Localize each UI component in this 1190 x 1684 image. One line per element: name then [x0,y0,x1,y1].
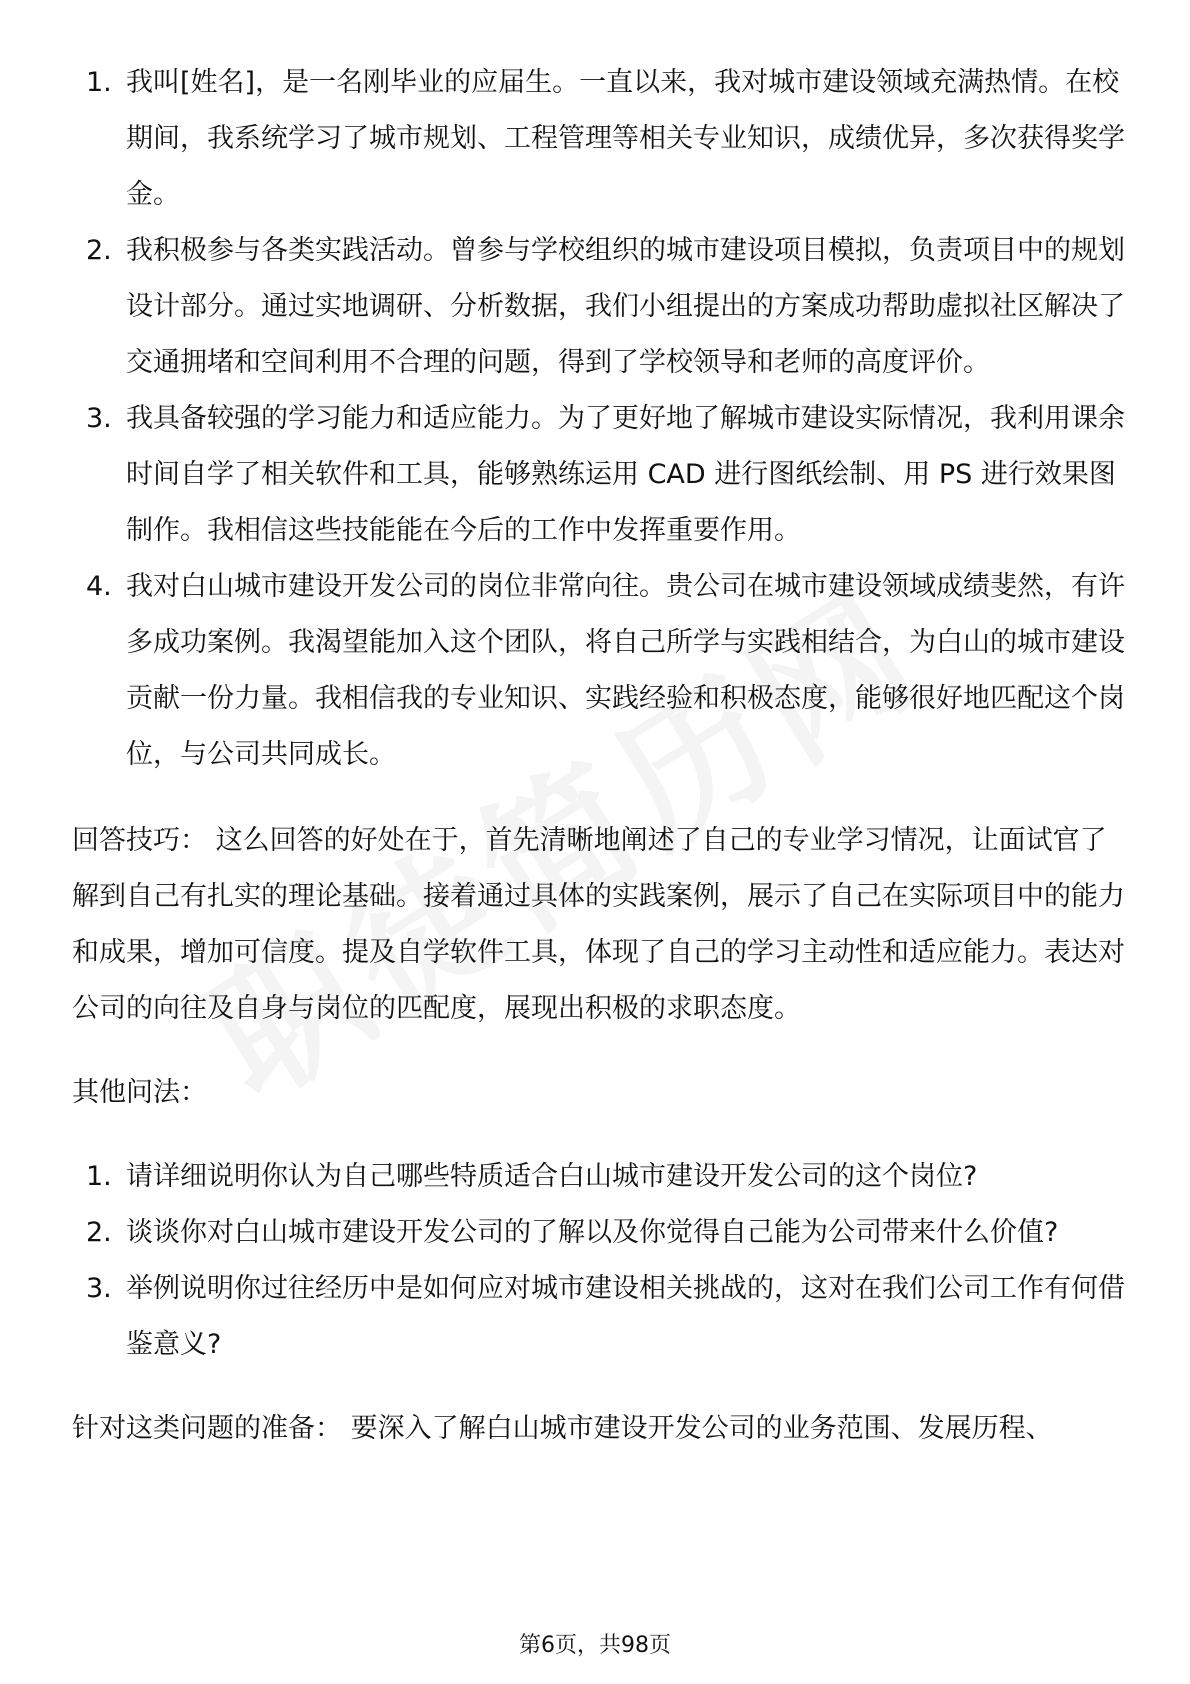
other-questions-heading: 其他问法： [72,1077,207,1108]
list-item [72,391,1132,559]
answer-tips-paragraph: 回答技巧： 这么回答的好处在于，首先清晰地阐述了自己的专业学习情况，让面试官了解到自己有扎实的理论基础。接着通过具体的实践案例，展示了自己在实际项目中的能力和成果，增加可信度。提及自学软件工具，体现了自己的学习主动性和适应能力。表达对公司的向往及自身与岗位的匹配度，展现出积极的求职态度。 [72,825,1125,1024]
list-item-number: 2. [86,1217,112,1248]
preparation-paragraph: 针对这类问题的准备： 要深入了解白山城市建设开发公司的业务范围、发展历程、 [72,1413,1053,1444]
list-item-text: 我具备较强的学习能力和适应能力。为了更好地了解城市建设实际情况，我利用课余时间自学了相关软件和工具，能够熟练运用 CAD 进行图纸绘制、用 PS 进行效果图制作。我相信这些技能能在今后的工作中发挥重要作用。 [126,403,1125,546]
document-content [72,55,1132,1457]
list-item-number: 1. [86,67,112,98]
list-item-text: 举例说明你过往经历中是如何应对城市建设相关挑战的，这对在我们公司工作有何借鉴意义? [126,1273,1125,1360]
list-item [72,559,1132,783]
list-item-number: 3. [86,1273,112,1304]
list-item-number: 3. [86,403,112,434]
list-item-number: 1. [86,1161,112,1192]
list-item [72,223,1132,391]
list-item-number: 4. [86,571,112,602]
list-item-text: 我积极参与各类实践活动。曾参与学校组织的城市建设项目模拟，负责项目中的规划设计部分。通过实地调研、分析数据，我们小组提出的方案成功帮助虚拟社区解决了交通拥堵和空间利用不合理的问题，得到了学校领导和老师的高度评价。 [126,235,1125,378]
list-item-text: 我叫[姓名]，是一名刚毕业的应届生。一直以来，我对城市建设领域充满热情。在校期间，我系统学习了城市规划、工程管理等相关专业知识，成绩优异，多次获得奖学金。 [126,67,1125,210]
list-item-number: 2. [86,235,112,266]
list-item [72,1261,1132,1373]
page-number-footer: 第6页，共98页 [519,1633,671,1658]
answer-list [72,55,1132,783]
list-item [72,1149,1132,1205]
other-questions-list [72,1149,1132,1373]
list-item-text: 请详细说明你认为自己哪些特质适合白山城市建设开发公司的这个岗位? [126,1161,978,1192]
list-item-text: 我对白山城市建设开发公司的岗位非常向往。贵公司在城市建设领域成绩斐然，有许多成功案例。我渴望能加入这个团队，将自己所学与实践相结合，为白山的城市建设贡献一份力量。我相信我的专业知识、实践经验和积极态度，能够很好地匹配这个岗位，与公司共同成长。 [126,571,1125,770]
list-item-text: 谈谈你对白山城市建设开发公司的了解以及你觉得自己能为公司带来什么价值? [126,1217,1059,1248]
list-item [72,55,1132,223]
list-item [72,1205,1132,1261]
